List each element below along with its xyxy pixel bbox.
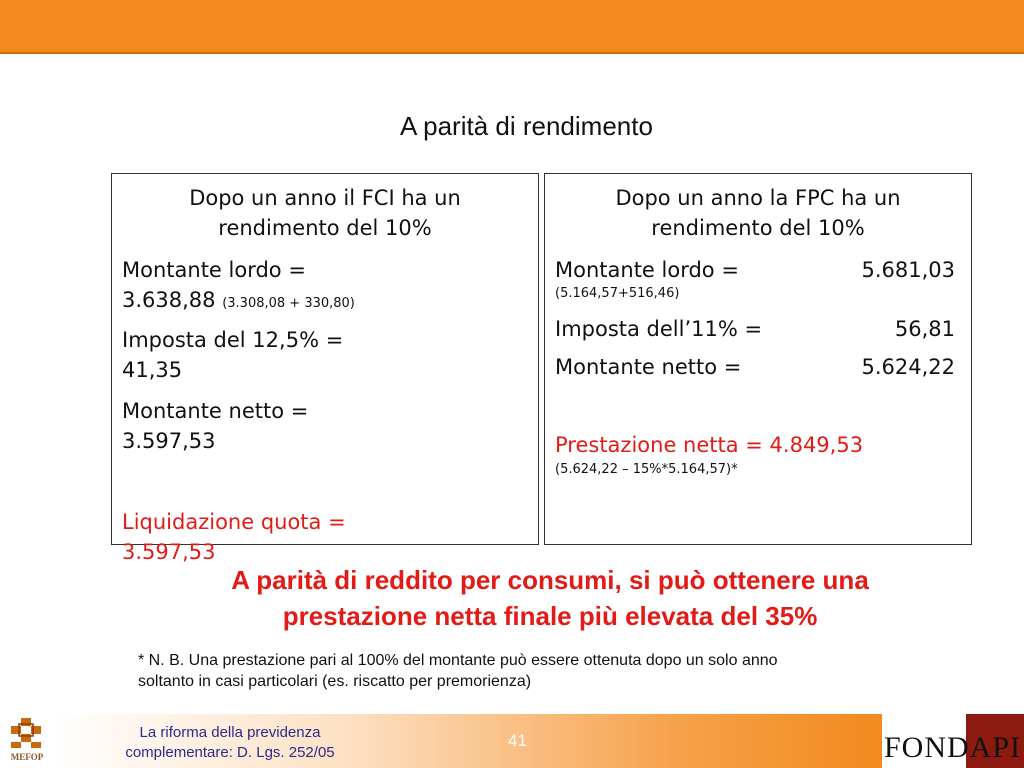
fci-line8: 3.597,53 (122, 540, 216, 564)
fpc-net-value: 5.624,22 (861, 355, 955, 379)
fci-box-title (112, 183, 538, 243)
fci-gross-amount: 3.638,88 (122, 288, 216, 312)
fci-line5: Montante netto = (122, 399, 309, 423)
footer-caption-line2: complementare: D. Lgs. 252/05 (125, 744, 335, 761)
fci-line1: Montante lordo = (122, 258, 306, 282)
fpc-gross-label: Montante lordo = (555, 258, 739, 282)
fpc-tax-label: Imposta dell’11% = (555, 317, 763, 341)
footnote (138, 650, 778, 692)
conclusion-line2: prestazione netta finale più elevata del 35% (282, 601, 818, 631)
fci-title-line1: Dopo un anno il FCI ha un (189, 186, 461, 210)
slide-title: A parità di rendimento (400, 111, 653, 141)
fondapi-logo-text: FONDAPI (884, 731, 1022, 764)
page-number: 41 (508, 731, 527, 750)
fpc-net-label: Montante netto = (555, 355, 742, 379)
fpc-box-title (545, 183, 971, 243)
fpc-title-line2: rendimento del 10% (651, 216, 865, 240)
fpc-gross-row (555, 255, 955, 285)
fci-line3: Imposta del 12,5% = (122, 328, 344, 352)
footnote-line2: soltanto in casi particolari (es. riscatto per premorienza) (138, 673, 532, 690)
footnote-line1: * N. B. Una prestazione pari al 100% del montante può essere ottenuta dopo un solo anno (138, 652, 778, 669)
fci-line4: 41,35 (122, 358, 183, 382)
conclusion-line1: A parità di reddito per consumi, si può ottenere una (231, 565, 869, 595)
fpc-title-line1: Dopo un anno la FPC ha un (615, 186, 901, 210)
fpc-tax-value: 56,81 (894, 317, 955, 341)
fpc-gross-detail: (5.164,57+516,46) (555, 286, 680, 301)
conclusion-statement (100, 562, 1000, 634)
fci-box (111, 173, 539, 564)
footer-caption (100, 723, 360, 763)
fci-gross-detail: (3.308,08 + 330,80) (222, 296, 355, 311)
fpc-gross-value: 5.681,03 (861, 258, 955, 282)
fpc-net-benefit: Prestazione netta = 4.849,53 (555, 433, 864, 457)
mefop-logo-text: MEFOP (10, 752, 44, 762)
fpc-box (544, 173, 972, 545)
fci-line6: 3.597,53 (122, 429, 216, 453)
fci-line7: Liquidazione quota = (122, 510, 346, 534)
fci-title-line2: rendimento del 10% (218, 216, 432, 240)
top-orange-bar (0, 0, 1024, 54)
fpc-tax-row (555, 314, 955, 344)
fpc-net-row (555, 352, 955, 382)
footer-caption-line1: La riforma della previdenza (139, 724, 321, 741)
fci-line2 (122, 285, 355, 319)
fpc-net-benefit-detail: (5.624,22 – 15%*5.164,57)* (555, 462, 738, 477)
